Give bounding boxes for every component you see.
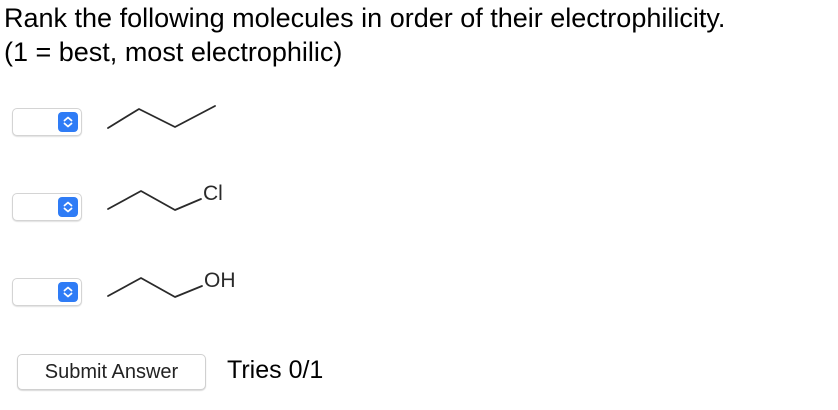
question-line-2: (1 = best, most electrophilic) bbox=[4, 37, 343, 67]
submit-answer-button[interactable]: Submit Answer bbox=[17, 354, 206, 390]
hydroxyl-label: OH bbox=[204, 269, 236, 292]
tries-counter: Tries 0/1 bbox=[227, 356, 324, 384]
rank-select-3[interactable] bbox=[12, 278, 82, 306]
ranking-row-1 bbox=[12, 91, 312, 151]
rank-select-2[interactable] bbox=[12, 193, 82, 221]
up-down-chevron-icon bbox=[58, 112, 78, 132]
molecule-propanol bbox=[102, 261, 272, 321]
question-line-1: Rank the following molecules in order of their electrophilicity. bbox=[4, 3, 726, 33]
up-down-chevron-icon bbox=[58, 282, 78, 302]
ranking-row-2 bbox=[12, 176, 312, 236]
question-text bbox=[4, 1, 725, 69]
rank-select-1[interactable] bbox=[12, 108, 82, 136]
up-down-chevron-icon bbox=[58, 197, 78, 217]
chlorine-label: Cl bbox=[203, 182, 223, 205]
molecule-butane bbox=[102, 91, 232, 151]
molecule-chloropropane bbox=[102, 176, 262, 236]
ranking-row-3 bbox=[12, 261, 312, 321]
